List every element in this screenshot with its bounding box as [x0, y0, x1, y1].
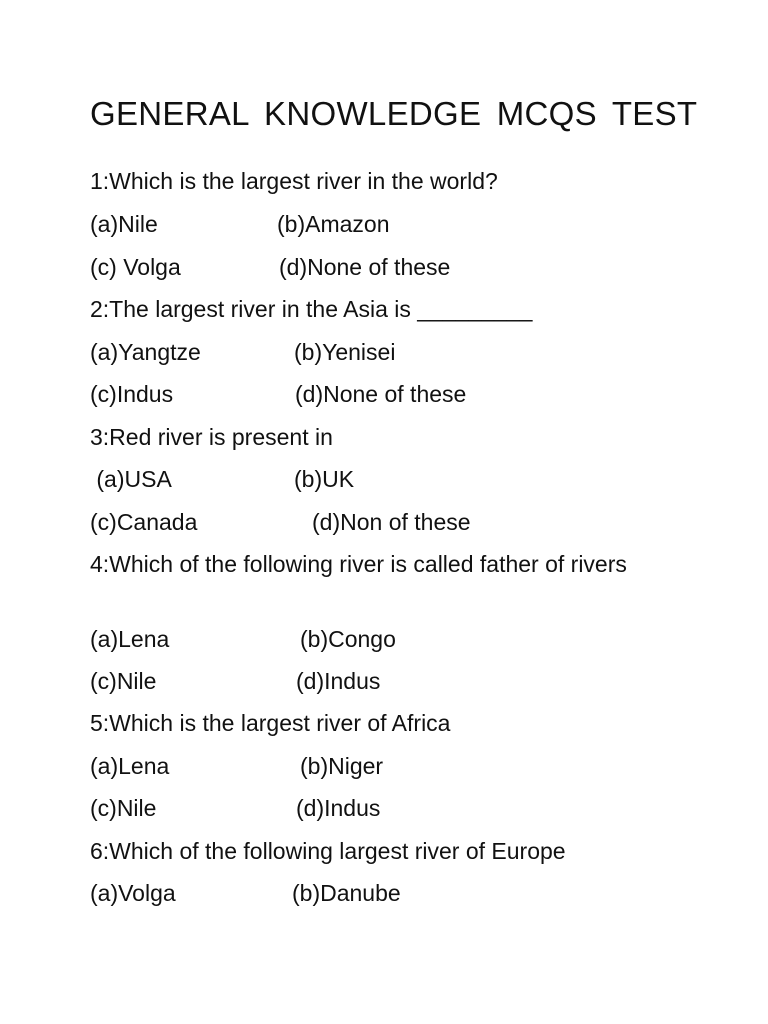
question-2: 2:The largest river in the Asia is _________ [90, 296, 533, 322]
option-d: (d)Indus [296, 668, 381, 694]
option-d: (d)None of these [279, 254, 451, 280]
option-b: (b)Yenisei [294, 339, 396, 365]
option-b: (b)UK [294, 466, 355, 492]
option-d: (d)Non of these [312, 509, 471, 535]
option-b: (b)Amazon [277, 211, 390, 237]
option-d: (d)Indus [296, 795, 381, 821]
question-1: 1:Which is the largest river in the world? [90, 168, 498, 194]
option-c: (c)Nile [90, 668, 157, 694]
option-a: (a)Yangtze [90, 339, 201, 365]
option-d: (d)None of these [295, 381, 467, 407]
question-6: 6:Which of the following largest river of Europe [90, 838, 566, 864]
option-c: (c)Indus [90, 381, 174, 407]
option-a: (a)Lena [90, 753, 170, 779]
page-title: GENERAL KNOWLEDGE MCQS TEST [90, 95, 698, 132]
question-3: 3:Red river is present in [90, 424, 333, 450]
option-b: (b)Danube [292, 880, 401, 906]
option-c: (c)Canada [90, 509, 198, 535]
option-c: (c) Volga [90, 254, 181, 280]
question-5: 5:Which is the largest river of Africa [90, 710, 451, 736]
option-c: (c)Nile [90, 795, 157, 821]
option-b: (b)Niger [300, 753, 384, 779]
option-a: (a)Volga [90, 880, 176, 906]
option-b: (b)Congo [300, 626, 396, 652]
question-4: 4:Which of the following river is called father of rivers [90, 551, 627, 577]
option-a: (a)USA [90, 466, 172, 492]
option-a: (a)Lena [90, 626, 170, 652]
option-a: (a)Nile [90, 211, 158, 237]
